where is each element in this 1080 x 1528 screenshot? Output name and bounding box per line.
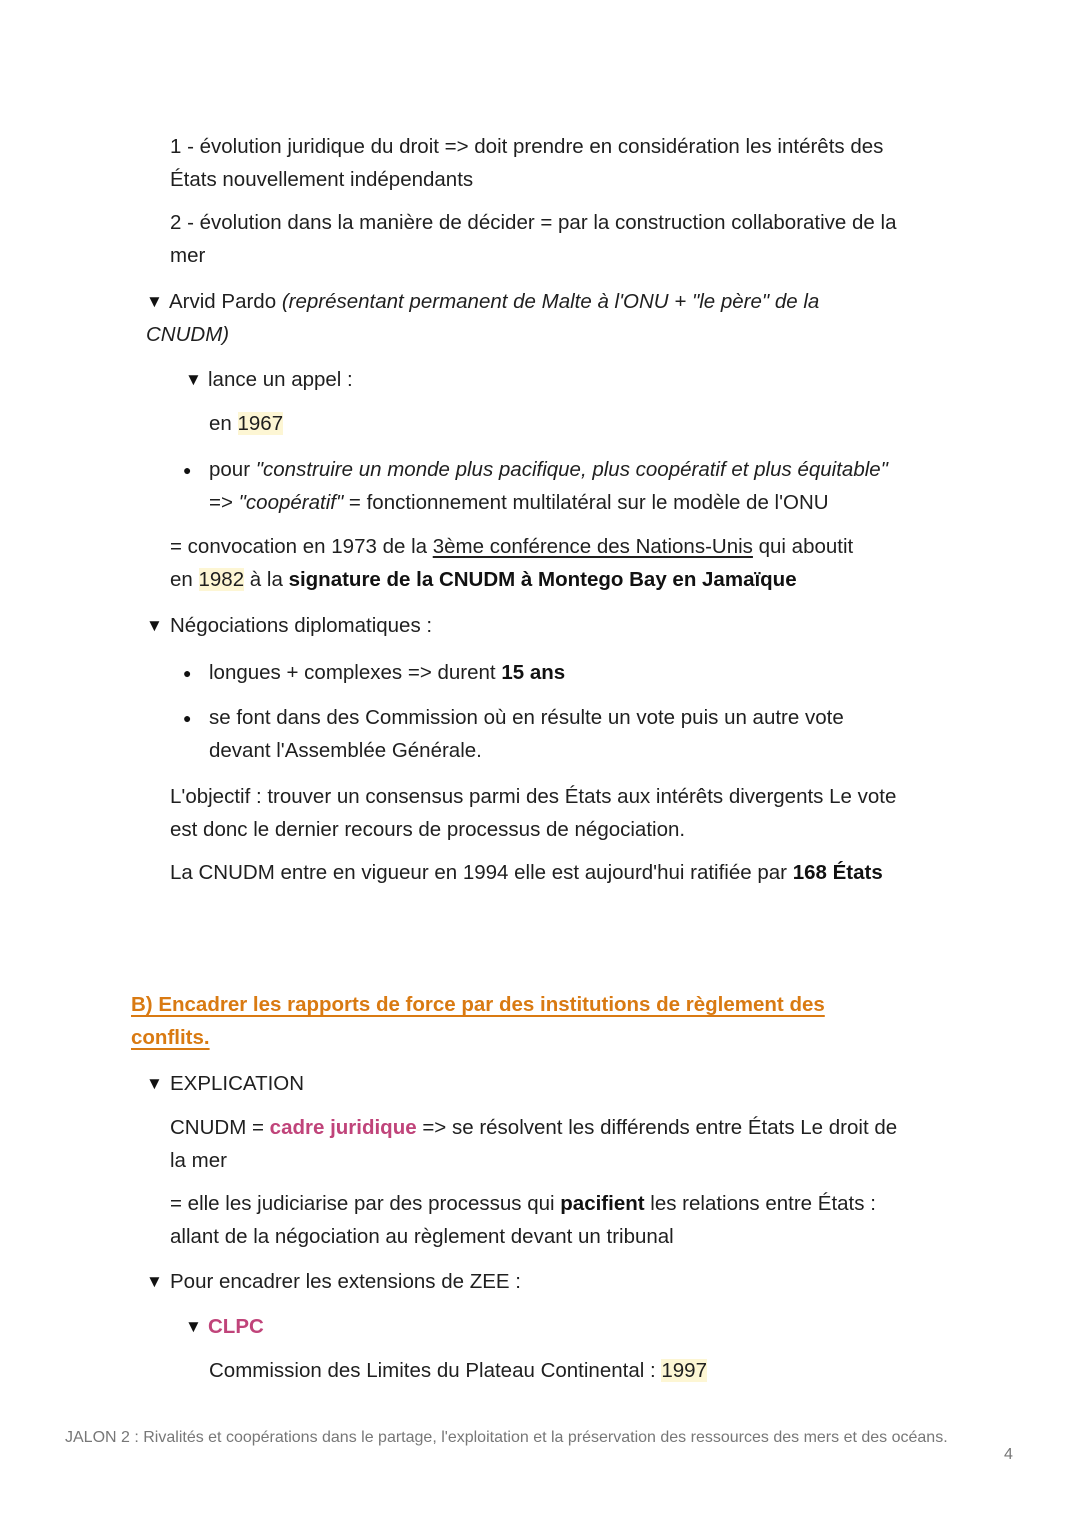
text-line: L'objectif : trouver un consensus parmi des États aux intérêts divergents Le vote [170, 785, 897, 808]
highlight-year: 1997 [661, 1359, 707, 1382]
toggle-triangle-icon[interactable]: ▼ [146, 1074, 163, 1093]
text-line: la mer [170, 1149, 227, 1172]
text: = fonctionnement multilatéral sur le modèle de l'ONU [343, 491, 829, 514]
toggle-triangle-icon[interactable]: ▼ [146, 616, 163, 635]
clpc-description [209, 1354, 707, 1387]
toggle-triangle-icon[interactable]: ▼ [185, 370, 202, 389]
section-heading-b [131, 988, 891, 1054]
paragraph-cadre-juridique [170, 1111, 960, 1177]
text: à la [244, 568, 289, 591]
pink-keyword: CLPC [208, 1315, 264, 1338]
text-line: se font dans des Commission où en résulte un vote puis un autre vote [209, 706, 844, 729]
text-line: États nouvellement indépendants [170, 168, 474, 191]
underlined-text: 3ème conférence des Nations-Unis [432, 535, 753, 558]
text-line: 1 - évolution juridique du droit => doit prendre en considération les intérêts des [170, 135, 884, 158]
text: longues + complexes => durent [209, 661, 502, 684]
toggle-triangle-icon[interactable]: ▼ [146, 1272, 163, 1291]
text: CNUDM = [170, 1116, 270, 1139]
highlight-year: 1982 [198, 568, 245, 591]
text: en [209, 412, 238, 435]
paragraph-evolution-decision [170, 206, 960, 272]
bullet-icon: ● [183, 710, 192, 726]
text: => [209, 491, 239, 514]
toggle-triangle-icon[interactable]: ▼ [146, 292, 163, 311]
toggle-explication[interactable] [170, 1067, 304, 1100]
text: = convocation en 1973 de la [170, 535, 433, 558]
text: Commission des Limites du Plateau Continental : [209, 1359, 662, 1382]
toggle-label: Négociations diplomatiques : [170, 614, 433, 637]
bold-text: pacifient [560, 1192, 645, 1215]
bold-text: 168 États [792, 861, 883, 884]
page-number: 4 [1004, 1446, 1013, 1463]
text: en [170, 568, 199, 591]
pardo-name: Arvid Pardo [169, 290, 282, 313]
appel-date [209, 407, 283, 440]
paragraph-evolution-juridique [170, 130, 960, 196]
bullet-duree [209, 656, 565, 689]
text-line: est donc le dernier recours de processus de négociation. [170, 818, 686, 841]
page-footer: JALON 2 : Rivalités et coopérations dans le partage, l'exploitation et la préservation des ressources des mers et des océans. [65, 1429, 948, 1446]
bold-text: signature de la CNUDM à Montego Bay en Jamaïque [288, 568, 797, 591]
pardo-description: (représentant permanent de Malte à l'ONU + "le père" de la [281, 290, 820, 313]
toggle-label: Pour encadrer les extensions de ZEE : [170, 1270, 521, 1293]
bullet-commission [209, 701, 969, 767]
highlight-year: 1967 [237, 412, 284, 435]
heading-line: conflits. [131, 1026, 210, 1049]
text: La CNUDM entre en vigueur en 1994 elle est aujourd'hui ratifiée par [170, 861, 793, 884]
paragraph-ratification [170, 856, 960, 889]
paragraph-convocation [170, 530, 960, 596]
bold-text: 15 ans [501, 661, 566, 684]
toggle-clpc[interactable] [208, 1310, 264, 1343]
text: qui aboutit [752, 535, 854, 558]
bullet-icon: ● [183, 462, 192, 478]
text-line: devant l'Assemblée Générale. [209, 739, 482, 762]
text-line: 2 - évolution dans la manière de décider = par la construction collaborative de la [170, 211, 897, 234]
toggle-negociations[interactable] [170, 609, 432, 642]
toggle-lance-appel[interactable] [208, 363, 353, 396]
paragraph-judiciarise [170, 1187, 960, 1253]
heading-line: B) Encadrer les rapports de force par des institutions de règlement des [131, 993, 825, 1016]
text-line: allant de la négociation au règlement devant un tribunal [170, 1225, 674, 1248]
text: les relations entre États : [644, 1192, 876, 1215]
toggle-zee[interactable] [170, 1265, 521, 1298]
text: = elle les judiciarise par des processus qui [170, 1192, 561, 1215]
toggle-arvid-pardo[interactable] [146, 285, 936, 351]
toggle-label: EXPLICATION [170, 1072, 305, 1095]
text: pour [209, 458, 256, 481]
paragraph-objectif [170, 780, 960, 846]
quote: "coopératif" [238, 491, 344, 514]
text: => se résolvent les différends entre États Le droit de [416, 1116, 898, 1139]
bullet-icon: ● [183, 665, 192, 681]
pink-keyword: cadre juridique [269, 1116, 417, 1139]
quote: "construire un monde plus pacifique, plus coopératif et plus équitable" [255, 458, 888, 481]
text-line: mer [170, 244, 206, 267]
toggle-label: lance un appel : [208, 368, 353, 391]
bullet-pour [209, 453, 969, 519]
toggle-triangle-icon[interactable]: ▼ [185, 1317, 202, 1336]
pardo-description-cont: CNUDM) [146, 323, 230, 346]
